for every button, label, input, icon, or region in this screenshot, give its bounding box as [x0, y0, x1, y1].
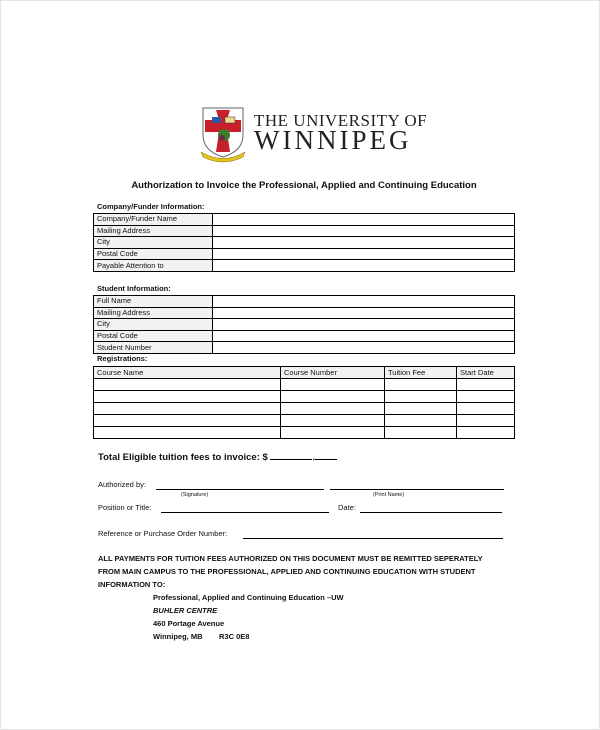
tuition-fee-cell[interactable] [385, 403, 457, 415]
start-date-cell[interactable] [457, 415, 515, 427]
company-mailing-address-field[interactable] [213, 225, 515, 237]
print-name-caption: (Print Name) [373, 492, 405, 498]
total-fees-row [98, 451, 337, 463]
student-city-label: City [94, 319, 213, 331]
date-label: Date: [338, 503, 356, 512]
signature-field[interactable] [156, 481, 324, 490]
notice-line-3: INFORMATION TO: [98, 580, 166, 589]
tuition-fee-cell[interactable] [385, 391, 457, 403]
tuition-fee-cell[interactable] [385, 379, 457, 391]
course-number-cell[interactable] [281, 415, 385, 427]
full-name-field[interactable] [213, 296, 515, 308]
position-label: Position or Title: [98, 503, 152, 512]
course-number-cell[interactable] [281, 427, 385, 439]
start-date-cell[interactable] [457, 427, 515, 439]
registrations-table [93, 366, 515, 439]
total-fees-label: Total Eligible tuition fees to invoice: $ [98, 452, 268, 463]
start-date-cell[interactable] [457, 391, 515, 403]
address-line-1: Professional, Applied and Continuing Education –UW [153, 593, 344, 602]
column-course-name: Course Name [94, 367, 281, 379]
course-name-cell[interactable] [94, 403, 281, 415]
table-row [94, 415, 515, 427]
column-start-date: Start Date [457, 367, 515, 379]
start-date-cell[interactable] [457, 403, 515, 415]
course-name-cell[interactable] [94, 427, 281, 439]
notice-line-1: ALL PAYMENTS FOR TUITION FEES AUTHORIZED ON THIS DOCUMENT MUST BE REMITTED SEPERATELY [98, 554, 483, 563]
company-name-label: Company/Funder Name [94, 214, 213, 226]
total-dollars-field[interactable] [270, 451, 312, 460]
student-city-field[interactable] [213, 319, 515, 331]
company-heading: Company/Funder Information: [97, 202, 205, 211]
student-number-field[interactable] [213, 342, 515, 354]
course-number-cell[interactable] [281, 379, 385, 391]
reference-field[interactable] [243, 530, 503, 539]
address-line-3: 460 Portage Avenue [153, 619, 225, 628]
date-field[interactable] [360, 504, 502, 513]
student-postal-code-field[interactable] [213, 330, 515, 342]
course-number-cell[interactable] [281, 391, 385, 403]
tuition-fee-cell[interactable] [385, 415, 457, 427]
student-mailing-address-label: Mailing Address [94, 307, 213, 319]
address-line-2: BUHLER CENTRE [153, 606, 218, 615]
company-postal-code-label: Postal Code [94, 248, 213, 260]
company-mailing-address-label: Mailing Address [94, 225, 213, 237]
print-name-field[interactable] [330, 481, 504, 490]
university-crest-icon [199, 105, 249, 163]
table-row [94, 379, 515, 391]
company-name-field[interactable] [213, 214, 515, 226]
reference-label: Reference or Purchase Order Number: [98, 529, 228, 538]
logo-text-line2: WINNIPEG [254, 125, 412, 155]
start-date-cell[interactable] [457, 379, 515, 391]
full-name-label: Full Name [94, 296, 213, 308]
student-mailing-address-field[interactable] [213, 307, 515, 319]
tuition-fee-cell[interactable] [385, 427, 457, 439]
company-city-label: City [94, 237, 213, 249]
table-row [94, 403, 515, 415]
address-postal-code: R3C 0E8 [219, 632, 250, 641]
position-field[interactable] [161, 504, 329, 513]
signature-caption: (Signature) [181, 492, 209, 498]
notice-line-2: FROM MAIN CAMPUS TO THE PROFESSIONAL, APPLIED AND CONTINUING EDUCATION WITH STUDENT [98, 567, 476, 576]
course-name-cell[interactable] [94, 379, 281, 391]
table-row [94, 391, 515, 403]
student-postal-code-label: Postal Code [94, 330, 213, 342]
payable-attention-field[interactable] [213, 260, 515, 272]
table-row [94, 427, 515, 439]
column-course-number: Course Number [281, 367, 385, 379]
company-table [93, 213, 515, 272]
registrations-heading: Registrations: [97, 354, 148, 363]
student-heading: Student Information: [97, 284, 171, 293]
company-city-field[interactable] [213, 237, 515, 249]
total-cents-field[interactable] [315, 451, 337, 460]
document-title: Authorization to Invoice the Professional, Applied and Continuing Education [131, 180, 477, 191]
company-postal-code-field[interactable] [213, 248, 515, 260]
course-name-cell[interactable] [94, 391, 281, 403]
column-tuition-fee: Tuition Fee [385, 367, 457, 379]
course-number-cell[interactable] [281, 403, 385, 415]
payable-attention-label: Payable Attention to [94, 260, 213, 272]
student-number-label: Student Number [94, 342, 213, 354]
logo-text-line1: THE UNIVERSITY OF [254, 111, 428, 130]
authorized-by-label: Authorized by: [98, 480, 146, 489]
course-name-cell[interactable] [94, 415, 281, 427]
decimal-separator: . [312, 452, 316, 463]
student-table [93, 295, 515, 354]
address-city: Winnipeg, MB [153, 632, 203, 641]
